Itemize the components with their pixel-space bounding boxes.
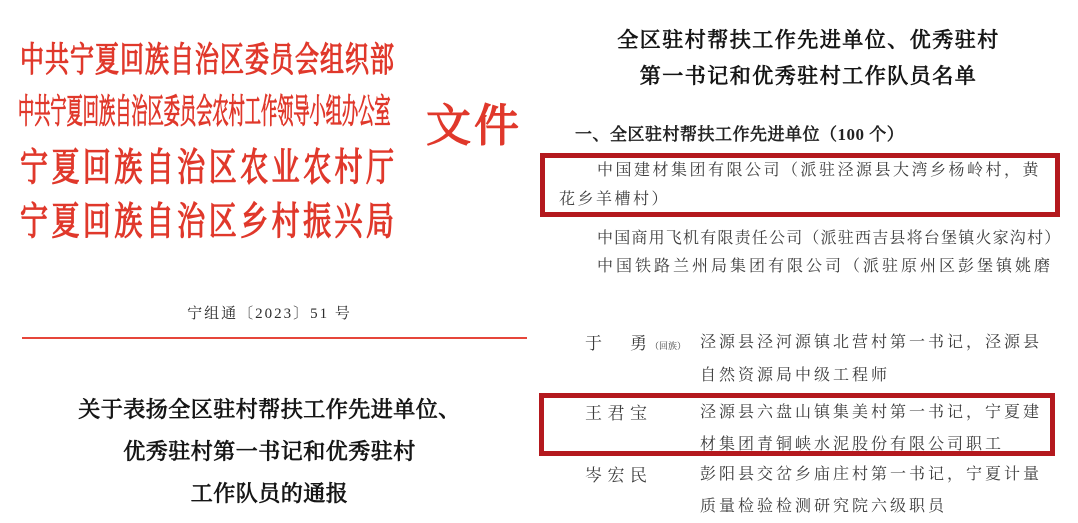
unit-entry-line: 中国铁路兰州局集团有限公司（派驻原州区彭堡镇姚磨 [597,258,1054,275]
left-title-line-1: 关于表扬全区驻村帮扶工作先进单位、 [78,397,461,422]
letterhead-line-1: 中共宁夏回族自治区委员会组织部 [20,42,394,81]
list-title-line-2: 第一书记和优秀驻村工作队员名单 [639,64,978,88]
document-number: 宁组通〔2023〕51 号 [187,306,352,322]
person-desc-line: 质量检验检测研究院六级职员 [700,498,948,515]
letterhead-line-3: 宁夏回族自治区农业农村厅 [20,147,394,191]
left-title-line-3: 工作队员的通报 [190,481,349,506]
person-desc-line: 泾源县泾河源镇北营村第一书记，泾源县 [700,334,1043,351]
section-heading: 一、全区驻村帮扶工作先进单位（100 个） [575,125,905,144]
wenjian-label: 文件 [426,101,523,151]
right-page [539,0,1078,523]
letterhead-line-2: 中共宁夏回族自治区委员会农村工作领导小组办公室 [18,94,391,132]
person-desc-line: 泾源县六盘山镇集美村第一书记，宁夏建 [700,404,1043,421]
red-divider-line [22,337,527,339]
left-title-line-2: 优秀驻村第一书记和优秀驻村 [123,439,416,464]
person-desc-line: 自然资源局中级工程师 [700,367,891,384]
person-name: 于 勇 [585,334,647,353]
person-name: 岑宏民 [585,466,647,485]
person-name: 王君宝 [585,404,647,423]
person-row [585,467,647,484]
person-ethnicity-note: （回族） [650,341,687,351]
letterhead-line-4: 宁夏回族自治区乡村振兴局 [20,201,394,245]
list-title-line-1: 全区驻村帮扶工作先进单位、优秀驻村 [617,28,1000,52]
person-desc-line: 彭阳县交岔乡庙庄村第一书记，宁夏计量 [700,466,1043,483]
person-desc-line: 材集团青铜峡水泥股份有限公司职工 [700,436,1005,453]
person-row [585,335,686,352]
unit-entry-line: 中国商用飞机有限责任公司（派驻西吉县将台堡镇火家沟村） [597,230,1062,247]
unit-entry-line: 花乡羊槽村） [559,191,671,208]
person-row [585,405,647,422]
unit-entry-line: 中国建材集团有限公司（派驻泾源县大湾乡杨岭村，黄 [597,162,1042,179]
